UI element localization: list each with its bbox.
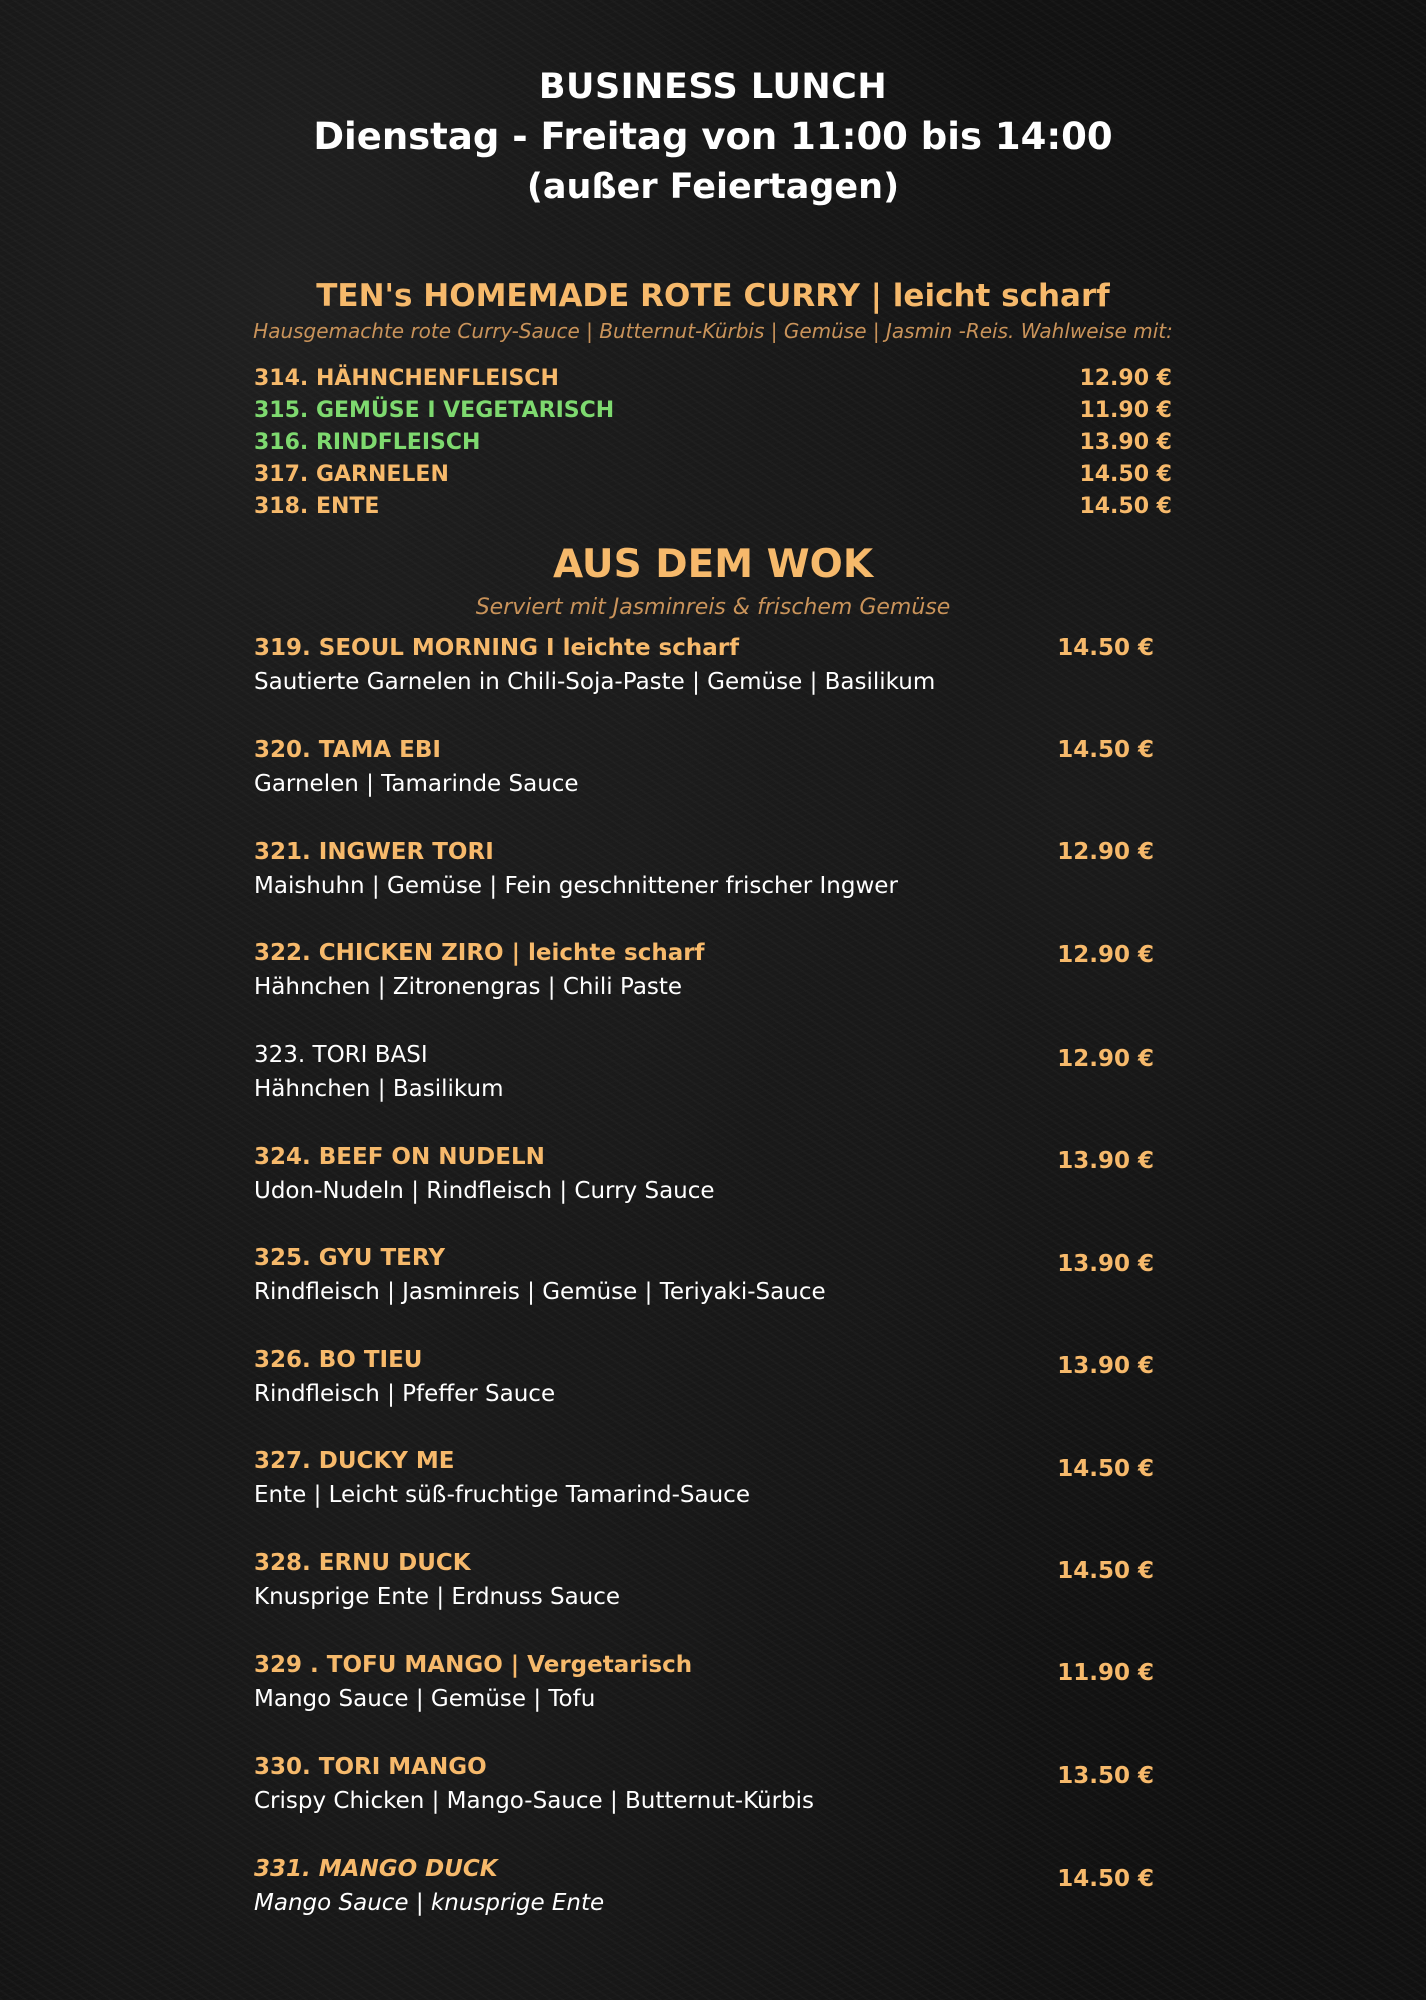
curry-item-price: 13.90 € xyxy=(1079,429,1172,455)
wok-item xyxy=(254,1648,1154,1716)
wok-item-price: 13.90 € xyxy=(1057,1251,1154,1277)
wok-item-description: Garnelen | Tamarinde Sauce xyxy=(254,771,579,797)
wok-item-name: 321. INGWER TORI xyxy=(254,839,494,865)
wok-item-price: 13.50 € xyxy=(1057,1763,1154,1789)
wok-item-description: Maishuhn | Gemüse | Fein geschnittener frischer Ingwer xyxy=(254,873,898,899)
wok-item-description: Hähnchen | Basilikum xyxy=(254,1076,504,1102)
curry-section-subtitle: Hausgemachte rote Curry-Sauce | Butternut-Kürbis | Gemüse | Jasmin -Reis. Wahlweise mit: xyxy=(253,319,1173,343)
menu-header xyxy=(0,62,1426,212)
wok-item-description: Mango Sauce | Gemüse | Tofu xyxy=(254,1686,596,1712)
wok-item xyxy=(254,1343,1154,1411)
wok-item-name: 327. DUCKY ME xyxy=(254,1448,455,1474)
curry-item-price: 14.50 € xyxy=(1079,461,1172,487)
wok-item-description: Udon-Nudeln | Rindfleisch | Curry Sauce xyxy=(254,1178,715,1204)
wok-item-name: 328. ERNU DUCK xyxy=(254,1550,471,1576)
wok-item-description: Rindfleisch | Jasminreis | Gemüse | Teriyaki-Sauce xyxy=(254,1279,826,1305)
header-title: BUSINESS LUNCH xyxy=(538,67,888,107)
wok-section-title: AUS DEM WOK xyxy=(552,542,874,587)
wok-item-description: Knusprige Ente | Erdnuss Sauce xyxy=(254,1584,621,1610)
curry-item xyxy=(254,490,1172,522)
wok-item-description: Sautierte Garnelen in Chili-Soja-Paste | Gemüse | Basilikum xyxy=(254,669,936,695)
curry-item xyxy=(254,458,1172,490)
curry-list xyxy=(254,362,1172,522)
wok-item-name: 325. GYU TERY xyxy=(254,1245,445,1271)
wok-item-name: 329 . TOFU MANGO | Vergetarisch xyxy=(254,1652,693,1678)
curry-item-name: 316. RINDFLEISCH xyxy=(254,429,481,455)
wok-item-price: 14.50 € xyxy=(1057,737,1154,763)
curry-item-name: 317. GARNELEN xyxy=(254,461,449,487)
wok-item xyxy=(254,1241,1154,1309)
curry-item xyxy=(254,362,1172,394)
wok-item-price: 13.90 € xyxy=(1057,1148,1154,1174)
wok-item-price: 14.50 € xyxy=(1057,1456,1154,1482)
wok-item-description: Ente | Leicht süß-fruchtige Tamarind-Sauce xyxy=(254,1482,750,1508)
curry-item-name: 318. ENTE xyxy=(254,493,380,519)
wok-item xyxy=(254,835,1154,903)
wok-item-description: Mango Sauce | knusprige Ente xyxy=(254,1890,605,1916)
wok-item-name: 323. TORI BASI xyxy=(254,1042,428,1068)
curry-item xyxy=(254,394,1172,426)
wok-item-description: Hähnchen | Zitronengras | Chili Paste xyxy=(254,974,683,1000)
curry-item-name: 314. HÄHNCHENFLEISCH xyxy=(254,365,559,391)
wok-item xyxy=(254,1140,1154,1208)
header-note: (außer Feiertagen) xyxy=(526,167,900,207)
wok-item-name: 330. TORI MANGO xyxy=(254,1754,487,1780)
wok-item xyxy=(254,1546,1154,1614)
curry-item xyxy=(254,426,1172,458)
wok-item-name: 324. BEEF ON NUDELN xyxy=(254,1144,545,1170)
wok-item xyxy=(254,1852,1154,1920)
wok-item-price: 12.90 € xyxy=(1057,839,1154,865)
wok-item-price: 14.50 € xyxy=(1057,1866,1154,1892)
wok-item-price: 14.50 € xyxy=(1057,635,1154,661)
wok-item-price: 13.90 € xyxy=(1057,1353,1154,1379)
wok-item xyxy=(254,1750,1154,1818)
curry-item-name: 315. GEMÜSE I VEGETARISCH xyxy=(254,397,615,423)
curry-item-price: 14.50 € xyxy=(1079,493,1172,519)
curry-section-title: TEN's HOMEMADE ROTE CURRY | leicht scharf xyxy=(316,278,1110,314)
wok-item xyxy=(254,1444,1154,1512)
wok-item-name: 319. SEOUL MORNING I leichte scharf xyxy=(254,635,740,661)
header-hours: Dienstag - Freitag von 11:00 bis 14:00 xyxy=(313,115,1113,158)
wok-item-name: 322. CHICKEN ZIRO | leichte scharf xyxy=(254,940,705,966)
wok-item-name: 331. MANGO DUCK xyxy=(254,1856,498,1882)
wok-item-name: 326. BO TIEU xyxy=(254,1347,423,1373)
wok-section-subtitle: Serviert mit Jasminreis & frischem Gemüse xyxy=(475,595,951,620)
wok-item-description: Rindfleisch | Pfeffer Sauce xyxy=(254,1381,556,1407)
wok-item xyxy=(254,1038,1154,1106)
curry-item-price: 12.90 € xyxy=(1079,365,1172,391)
wok-item-price: 12.90 € xyxy=(1057,1046,1154,1072)
wok-item-description: Crispy Chicken | Mango-Sauce | Butternut-Kürbis xyxy=(254,1788,815,1814)
wok-item xyxy=(254,733,1154,801)
wok-item xyxy=(254,936,1154,1004)
wok-item-price: 14.50 € xyxy=(1057,1558,1154,1584)
wok-item-name: 320. TAMA EBI xyxy=(254,737,441,763)
wok-item-price: 12.90 € xyxy=(1057,942,1154,968)
wok-item-price: 11.90 € xyxy=(1057,1660,1154,1686)
wok-item xyxy=(254,631,1154,699)
curry-item-price: 11.90 € xyxy=(1079,397,1172,423)
